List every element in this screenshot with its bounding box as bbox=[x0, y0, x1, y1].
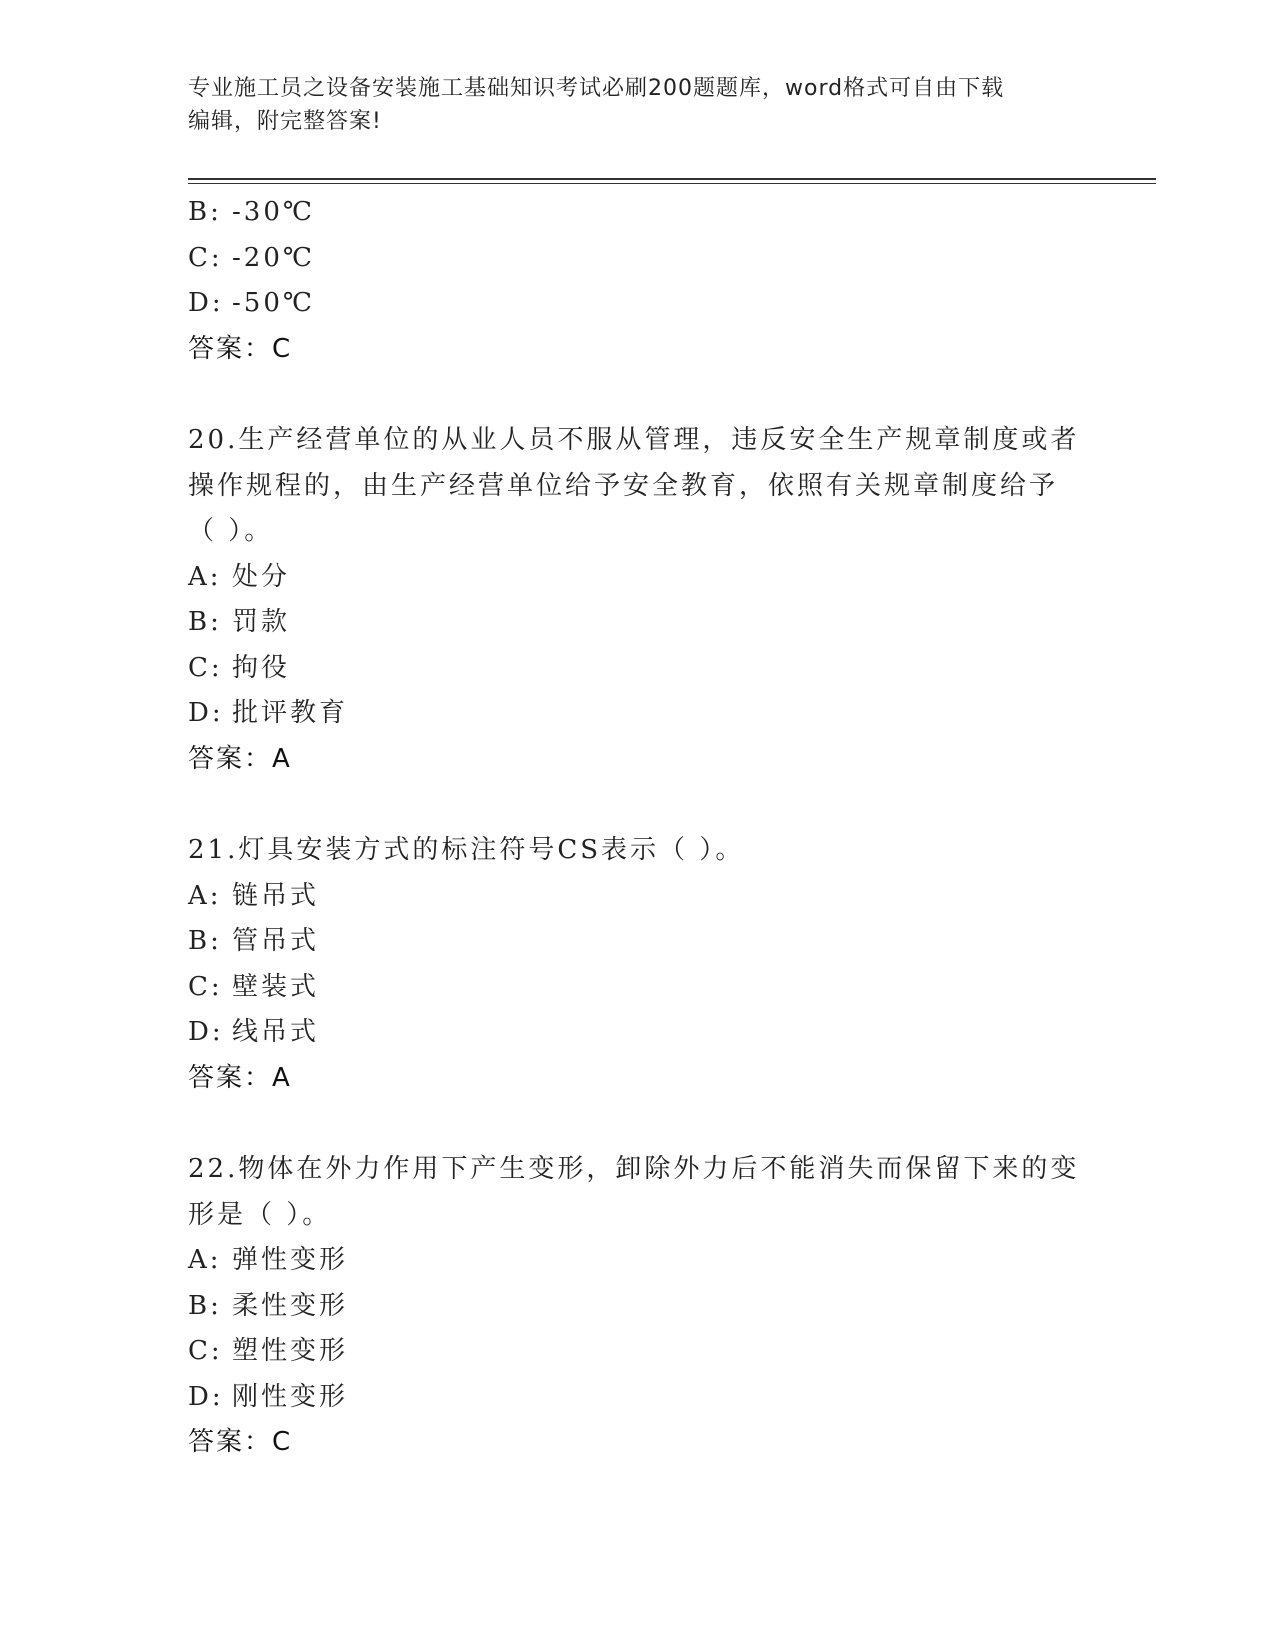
option-b: B: 管吊式 bbox=[188, 926, 320, 956]
header-line-1: 专业施工员之设备安装施工基础知识考试必刷200题题库，word格式可自由下载 bbox=[188, 76, 1005, 101]
question-22 bbox=[188, 1147, 1088, 1466]
question-text-line: 22.物体在外力作用下产生变形，卸除外力后不能消失而保留下来的变 bbox=[188, 1154, 1080, 1184]
question-text-line: 形是（ ）。 bbox=[188, 1199, 332, 1230]
answer-line: 答案：A bbox=[188, 743, 292, 774]
question-text-line: 21.灯具安装方式的标注符号CS表示（ ）。 bbox=[188, 835, 745, 865]
page-header bbox=[188, 72, 1068, 138]
option-c: C: 塑性变形 bbox=[188, 1336, 349, 1366]
option-a: A: 弹性变形 bbox=[188, 1245, 349, 1275]
option-d: D: 批评教育 bbox=[188, 698, 349, 728]
header-line-2: 编辑，附完整答案! bbox=[188, 109, 382, 134]
question-text-line: （ ）。 bbox=[188, 516, 274, 546]
option-b: B: 罚款 bbox=[188, 607, 291, 637]
option-d: D: 刚性变形 bbox=[188, 1381, 349, 1412]
option-b: B: 柔性变形 bbox=[188, 1290, 349, 1321]
question-19-continuation bbox=[188, 190, 1088, 372]
question-20 bbox=[188, 418, 1088, 782]
header-divider-thick bbox=[188, 178, 1156, 180]
question-21 bbox=[188, 828, 1088, 1101]
question-list bbox=[188, 190, 1088, 1466]
answer-line: 答案：A bbox=[188, 1062, 292, 1093]
option-a: A: 处分 bbox=[188, 561, 291, 592]
option-d: D: -50℃ bbox=[188, 288, 315, 318]
option-a: A: 链吊式 bbox=[188, 880, 320, 911]
option-c: C: -20℃ bbox=[188, 242, 315, 273]
question-text-line: 20.生产经营单位的从业人员不服从管理，违反安全生产规章制度或者 bbox=[188, 425, 1080, 455]
option-b: B: -30℃ bbox=[188, 197, 315, 227]
option-c: C: 壁装式 bbox=[188, 971, 320, 1002]
answer-line: 答案：C bbox=[188, 1427, 293, 1457]
question-text-line: 操作规程的，由生产经营单位给予安全教育，依照有关规章制度给予 bbox=[188, 470, 1059, 501]
option-c: C: 拘役 bbox=[188, 652, 291, 683]
answer-line: 答案：C bbox=[188, 333, 293, 364]
header-divider-thin bbox=[188, 183, 1156, 184]
option-d: D: 线吊式 bbox=[188, 1017, 320, 1047]
